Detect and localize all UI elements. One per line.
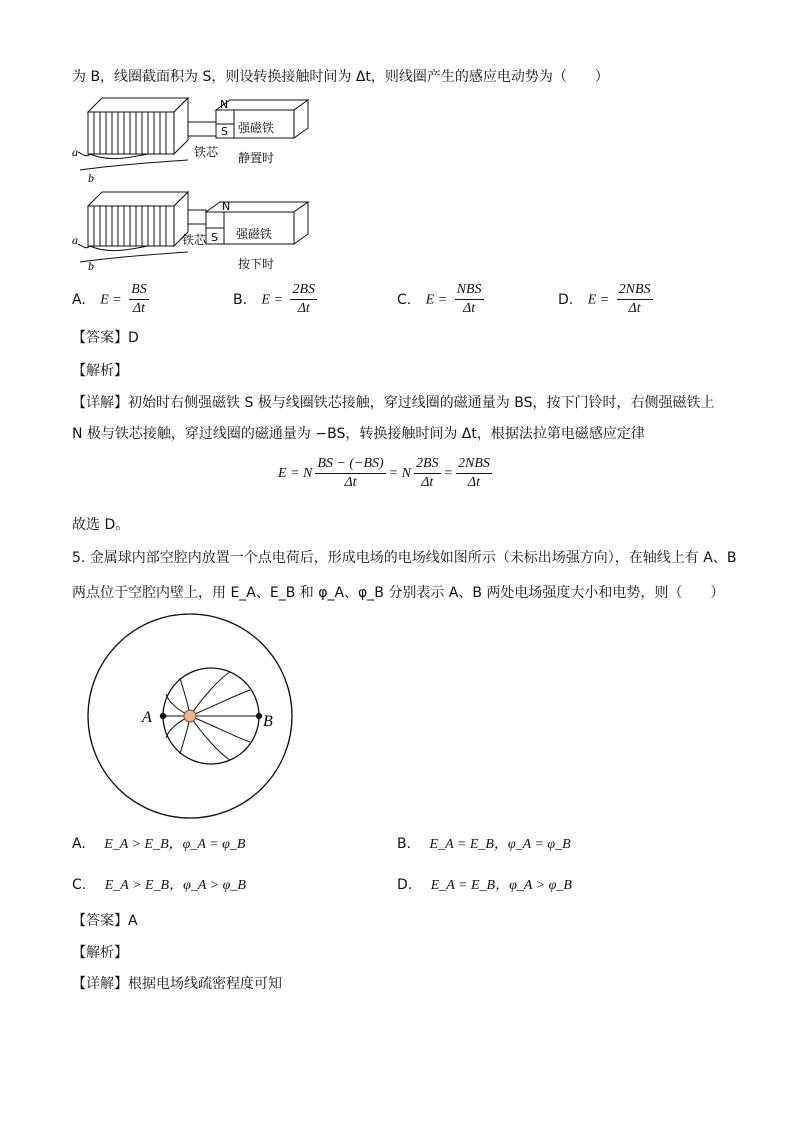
eq-frac2-num: 2BS bbox=[414, 456, 441, 474]
magnet-label: 强磁铁 bbox=[236, 227, 273, 241]
eq-lhs: E = N bbox=[278, 465, 313, 481]
q4-option-a[interactable] bbox=[72, 282, 152, 317]
q4-detail-line2: N 极与铁芯接触，穿过线圈的磁通量为 −BS，转换接触时间为 Δt，根据法拉第电磁感应定律 bbox=[72, 426, 645, 442]
q4-figure-bottom bbox=[68, 190, 328, 280]
q5-stem-line1: 5. 金属球内部空腔内放置一个点电荷后，形成电场的电场线如图所示（未标出场强方向），在轴线上有 A、B bbox=[72, 550, 737, 566]
option-num: NBS bbox=[455, 282, 484, 300]
option-label: D. bbox=[397, 877, 413, 893]
q4-option-b[interactable] bbox=[233, 282, 320, 317]
option-text: E_A = E_B，φ_A > φ_B bbox=[430, 878, 572, 893]
eq-frac3-num: 2NBS bbox=[456, 456, 492, 474]
iron-core bbox=[188, 210, 206, 224]
iron-core bbox=[188, 122, 216, 136]
eq-frac2-den: Δt bbox=[421, 475, 434, 490]
wire-b bbox=[80, 160, 188, 170]
option-den: Δt bbox=[297, 301, 310, 316]
wire-b-label: b bbox=[88, 171, 94, 185]
option-label: C. bbox=[397, 291, 412, 308]
option-label: B. bbox=[233, 291, 248, 308]
q4-detail-line1: 【详解】初始时右侧强磁铁 S 极与线圈铁芯接触，穿过线圈的磁通量为 BS，按下门铃时，右侧强磁铁上 bbox=[72, 395, 715, 411]
wire-a-label: a bbox=[72, 233, 78, 247]
option-lhs: E = bbox=[100, 292, 122, 308]
wire-a-label: a bbox=[72, 145, 78, 159]
magnet-label: 强磁铁 bbox=[238, 121, 275, 135]
option-text: E_A > E_B，φ_A = φ_B bbox=[104, 837, 246, 852]
eq-frac1-num: BS − (−BS) bbox=[315, 456, 385, 474]
option-text: E_A > E_B，φ_A > φ_B bbox=[104, 878, 246, 893]
option-lhs: E = bbox=[587, 292, 610, 308]
pole-s: S bbox=[221, 125, 228, 138]
option-label: B. bbox=[397, 836, 412, 852]
option-label: A. bbox=[72, 836, 86, 852]
q4-stem: 为 B，线圈截面积为 S，则设转换接触时间为 Δt，则线圈产生的感应电动势为（ ） bbox=[72, 69, 609, 85]
q4-option-c[interactable] bbox=[397, 282, 487, 317]
pole-n: N bbox=[220, 98, 229, 111]
label-a: A bbox=[142, 709, 152, 726]
eq-frac3-den: Δt bbox=[467, 475, 480, 490]
coil bbox=[88, 98, 188, 154]
q5-figure bbox=[70, 612, 310, 822]
option-label: D. bbox=[558, 291, 574, 308]
option-den: Δt bbox=[628, 301, 641, 316]
q4-figure-top bbox=[68, 92, 328, 188]
q4-analysis-heading: 【解析】 bbox=[72, 363, 128, 379]
pole-n: N bbox=[222, 200, 231, 213]
q5-option-c[interactable] bbox=[72, 874, 246, 894]
option-den: Δt bbox=[463, 301, 476, 316]
q5-option-d[interactable] bbox=[397, 874, 572, 894]
q5-analysis-heading: 【解析】 bbox=[72, 945, 128, 961]
q4-answer: 【答案】D bbox=[72, 330, 139, 346]
q5-detail: 【详解】根据电场线疏密程度可知 bbox=[72, 976, 282, 992]
option-lhs: E = bbox=[261, 292, 284, 308]
caption: 按下时 bbox=[238, 257, 275, 271]
eq-equals: = bbox=[443, 465, 453, 481]
option-num: 2NBS bbox=[617, 282, 653, 300]
eq-mid: = N bbox=[388, 465, 411, 481]
option-num: BS bbox=[129, 282, 149, 300]
label-b: B bbox=[263, 713, 273, 730]
wire-b bbox=[80, 252, 188, 262]
point-b bbox=[256, 713, 262, 719]
eq-frac1-den: Δt bbox=[344, 475, 357, 490]
option-lhs: E = bbox=[425, 292, 448, 308]
q4-conclusion: 故选 D。 bbox=[72, 517, 130, 533]
pole-s: S bbox=[211, 231, 218, 244]
point-charge bbox=[184, 710, 196, 722]
q5-option-a[interactable] bbox=[72, 833, 245, 853]
option-label: C. bbox=[72, 877, 87, 893]
q5-stem-line2: 两点位于空腔内壁上，用 E_A、E_B 和 φ_A、φ_B 分别表示 A、B 两处电场强度大小和电势，则（ ） bbox=[72, 585, 725, 601]
core-label: 铁芯 bbox=[194, 145, 219, 159]
q5-option-b[interactable] bbox=[397, 833, 571, 853]
q5-answer: 【答案】A bbox=[72, 913, 138, 929]
field-lines bbox=[163, 672, 259, 760]
option-den: Δt bbox=[132, 301, 146, 316]
core-label: 铁芯 bbox=[182, 233, 207, 247]
wire-b-label: b bbox=[88, 259, 94, 273]
option-label: A. bbox=[72, 291, 86, 308]
coil bbox=[88, 192, 188, 246]
option-num: 2BS bbox=[290, 282, 317, 300]
option-text: E_A = E_B，φ_A = φ_B bbox=[429, 837, 571, 852]
caption: 静置时 bbox=[238, 151, 275, 165]
q4-option-d[interactable] bbox=[558, 282, 656, 317]
q4-equation bbox=[278, 456, 495, 491]
point-a bbox=[160, 713, 166, 719]
